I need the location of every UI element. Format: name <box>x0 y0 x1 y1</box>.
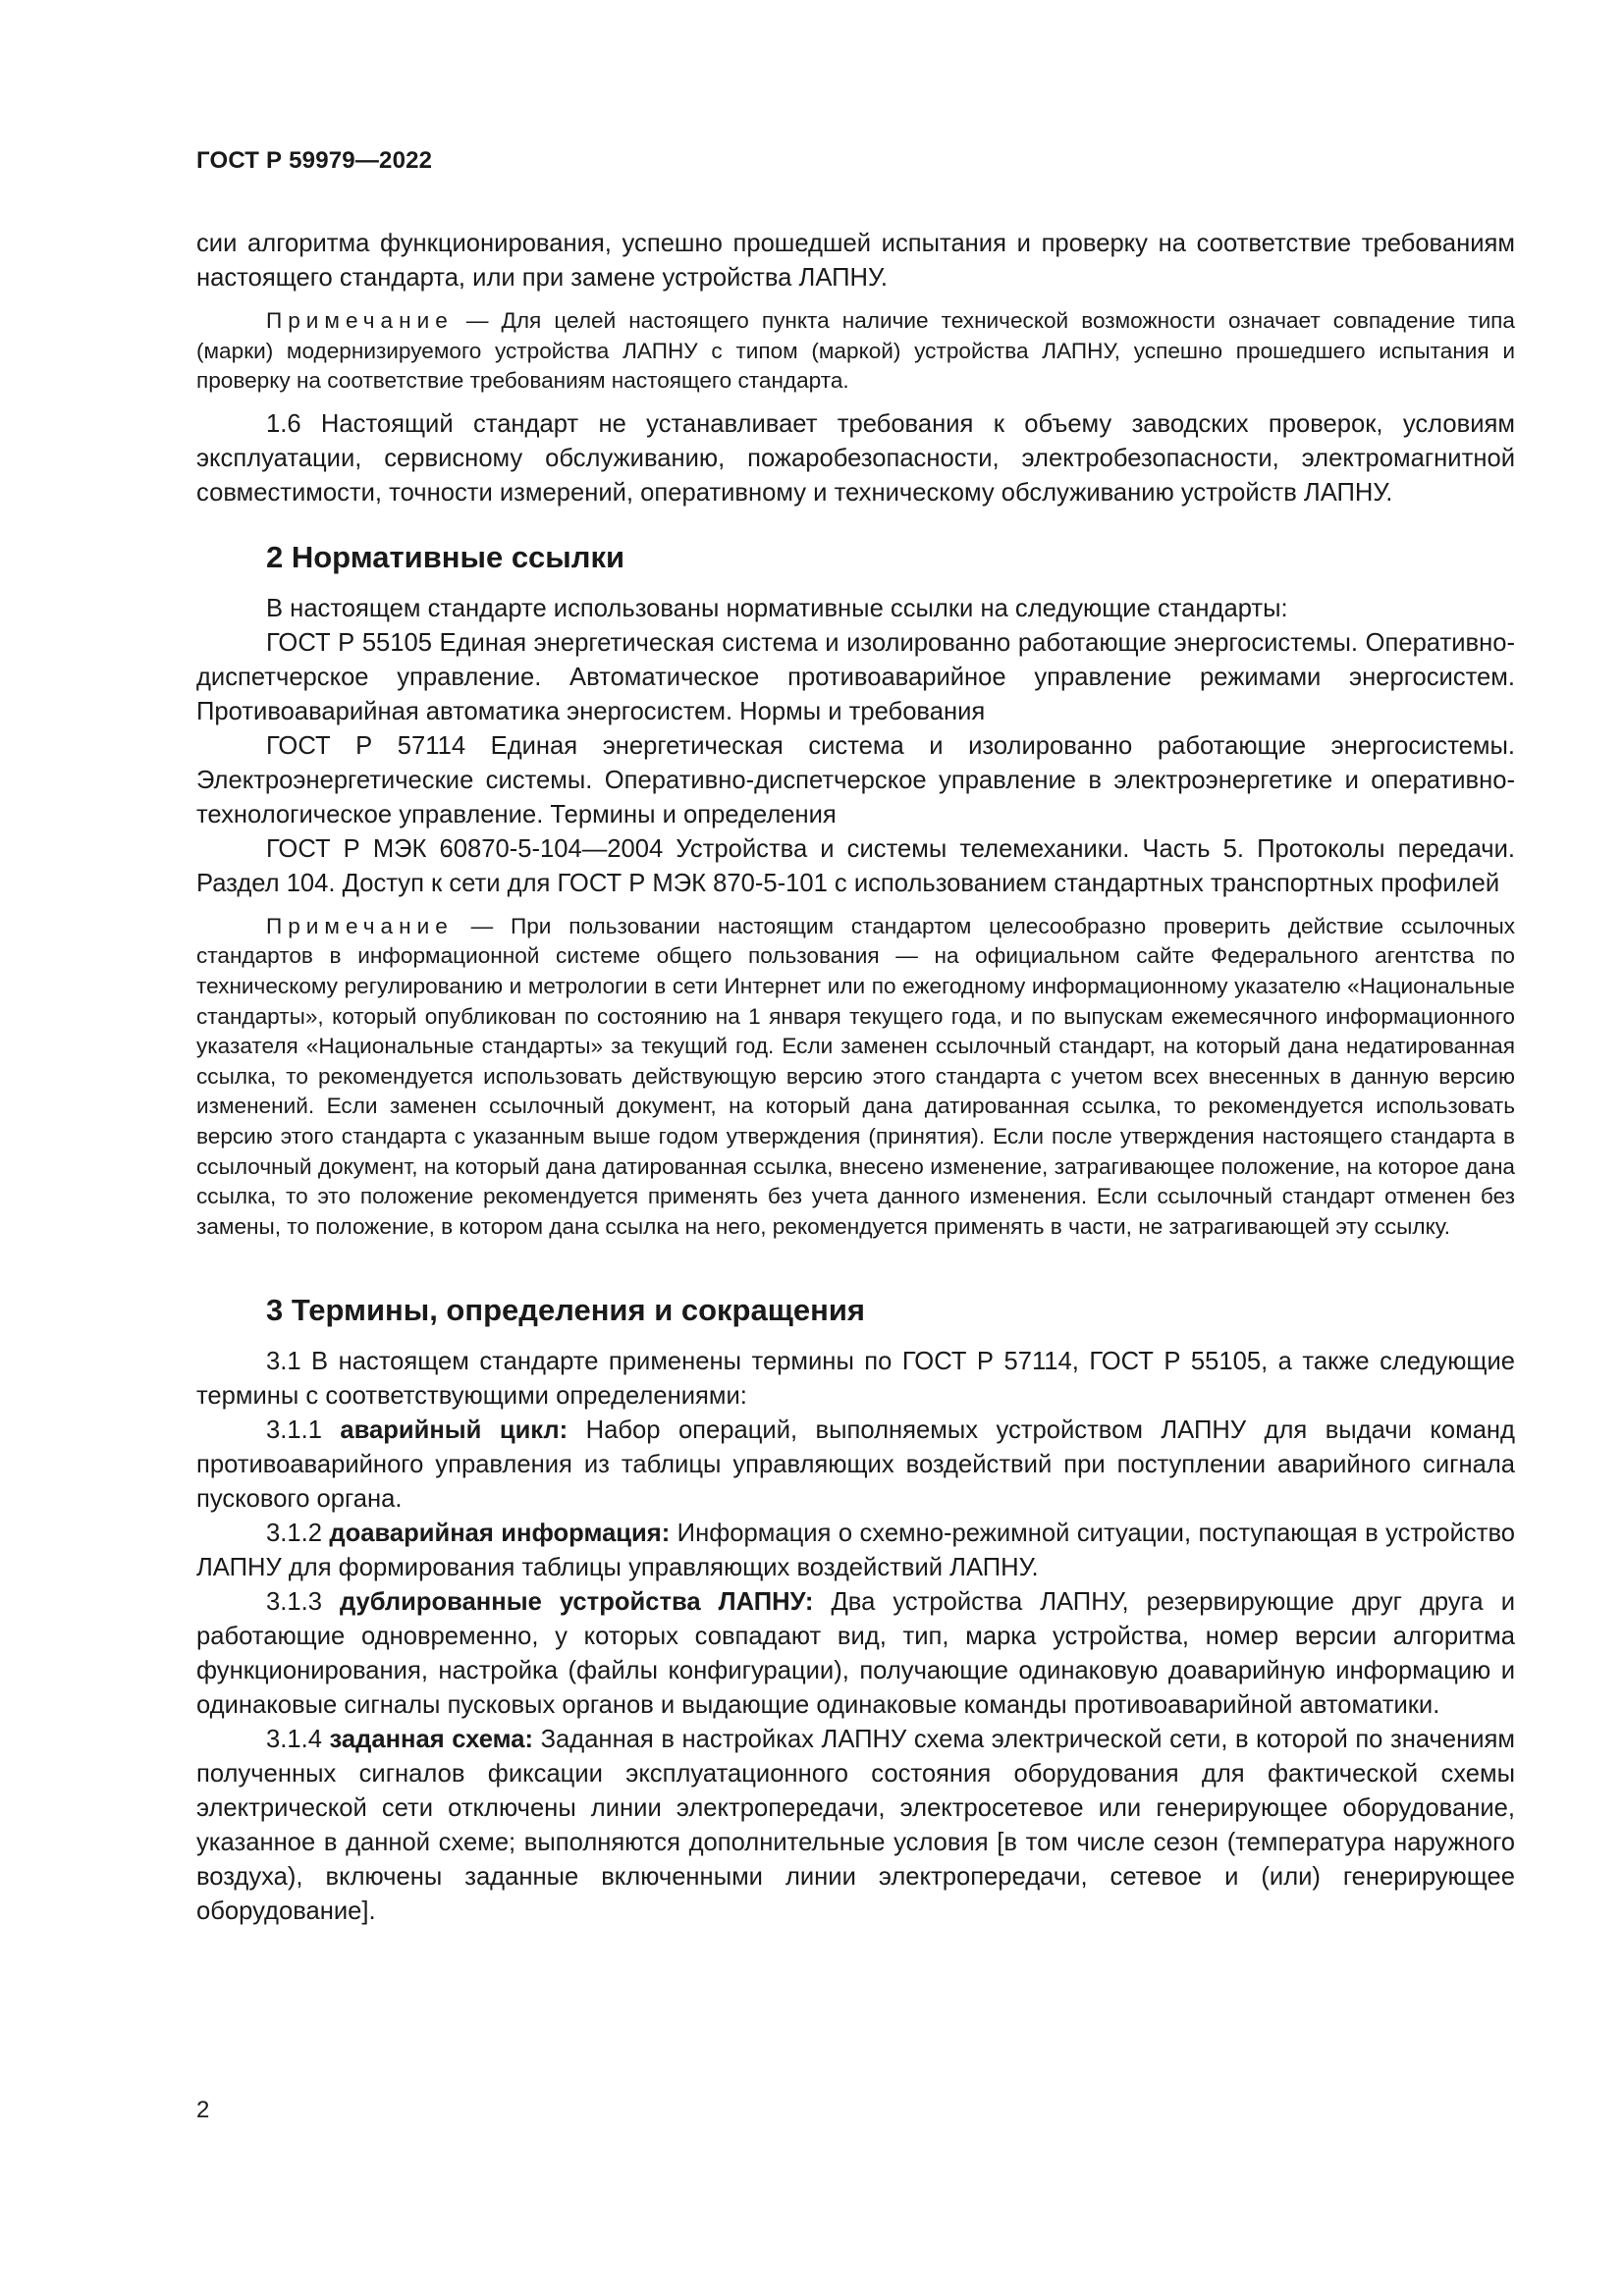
paragraph-3-1: 3.1 В настоящем стандарте применены термины по ГОСТ Р 57114, ГОСТ Р 55105, а также следующие термины с соответствующими определениями: <box>196 1348 1515 1411</box>
term-text: Информация о схемно-режимной ситуации, поступающая в устройство ЛАПНУ для формирования таблицы управляющих воздействий ЛАПНУ. <box>196 1520 1515 1582</box>
note-label: Примечание <box>266 913 454 938</box>
term-number: 3.1.4 <box>266 1726 330 1754</box>
term-definition <box>196 1585 1515 1723</box>
note-label: Примечание <box>266 308 454 333</box>
term-text: Заданная в настройках ЛАПНУ схема электрической сети, в которой по значениям полученных сигналов фиксации эксплуатационного состояния оборудования для фактической схемы электрической сети отключены линии электропередачи, электросетевое или генерирующее оборудование, указанное в данной схеме; выполняются дополнительные условия [в том числе сезон (температура наружного воздуха), включены заданные включенными линии электропередачи, сетевое и (или) генерирующее оборудование]. <box>196 1726 1515 1926</box>
document-page <box>196 147 1515 1929</box>
term-number: 3.1.1 <box>266 1416 341 1445</box>
term-text: Два устройства ЛАПНУ, резервирующие друг друга и работающие одновременно, у которых совпадают вид, тип, марка устройства, номер версии алгоритма функционирования, настройка (файлы конфигурации), получающие одинаковую доаварийную информацию и одинаковые сигналы пусковых органов и выдающие одинаковые команды противоаварийной автоматики. <box>196 1588 1515 1720</box>
term-name: доаварийная информация: <box>329 1520 671 1548</box>
term-definition <box>196 1723 1515 1929</box>
normative-reference-item: ГОСТ Р 57114 Единая энергетическая система и изолированно работающие энергосистемы. Электроэнергетические системы. Оперативно-диспетчерское управление в электроэнергетике и оперативно-технологическое управление. Термины и определения <box>196 731 1515 828</box>
page-number: 2 <box>196 2097 210 2123</box>
term-number: 3.1.2 <box>266 1520 330 1548</box>
term-number: 3.1.3 <box>266 1588 340 1617</box>
term-text: Набор операций, выполняемых устройством ЛАПНУ для выдачи команд противоаварийного управления из таблицы управляющих воздействий при поступлении аварийного сигнала пускового органа. <box>196 1416 1515 1514</box>
term-name: заданная схема: <box>329 1726 533 1754</box>
document-code: ГОСТ Р 59979—2022 <box>196 147 433 174</box>
term-definition <box>196 1414 1515 1517</box>
section-2-heading: 2 Нормативные ссылки <box>266 539 625 574</box>
note-paragraph <box>196 912 1515 1243</box>
term-name: дублированные устройства ЛАПНУ: <box>339 1588 814 1617</box>
note-paragraph <box>196 306 1515 397</box>
continuation-paragraph: сии алгоритма функционирования, успешно прошедшей испытания и проверку на соответствие требованиям настоящего стандарта, или при замене устройства ЛАПНУ. <box>196 230 1515 292</box>
note-text: — Для целей настоящего пункта наличие технической возможности означает совпадение типа (марки) модернизируемого устройства ЛАПНУ с типом (маркой) устройства ЛАПНУ, успешно прошедшего испытания и проверку на соответствие требованиям настоящего стандарта. <box>196 308 1515 394</box>
section-2-intro: В настоящем стандарте использованы нормативные ссылки на следующие стандарты: <box>266 594 1288 622</box>
term-definition <box>196 1517 1515 1585</box>
note-text: — При пользовании настоящим стандартом целесообразно проверить действие ссылочных стандартов в информационной системе общего пользования — на официальном сайте Федерального агентства по техническому регулированию и метрологии в сети Интернет или по ежегодному информационному указателю «Национальные стандарты», который опубликован по состоянию на 1 января текущего года, и по выпускам ежемесячного информационного указателя «Национальные стандарты» за текущий год. Если заменен ссылочный стандарт, на который дана недатированная ссылка, то рекомендуется использовать действующую версию этого стандарта с учетом всех внесенных в данную версию изменений. Если заменен ссылочный документ, на который дана датированная ссылка, то рекомендуется использовать версию этого стандарта с указанным выше годом утверждения (принятия). Если после утверждения настоящего стандарта в ссылочный документ, на который дана датированная ссылка, внесено изменение, затрагивающее положение, на которое дана ссылка, то это положение рекомендуется применять без учета данного изменения. Если ссылочный стандарт отменен без замены, то положение, в котором дана ссылка на него, рекомендуется применять в части, не затрагивающей эту ссылку. <box>196 913 1515 1239</box>
normative-reference-item: ГОСТ Р МЭК 60870-5-104—2004 Устройства и системы телемеханики. Часть 5. Протоколы передачи. Раздел 104. Доступ к сети для ГОСТ Р МЭК 870-5-101 с использованием стандартных транспортных профилей <box>196 834 1515 897</box>
paragraph-1-6: 1.6 Настоящий стандарт не устанавливает требования к объему заводских проверок, условиям эксплуатации, сервисному обслуживанию, пожаробезопасности, электробезопасности, электромагнитной совместимости, точности измерений, оперативному и техническому обслуживанию устройств ЛАПНУ. <box>196 409 1515 507</box>
section-3-heading: 3 Термины, определения и сокращения <box>266 1293 865 1328</box>
term-name: аварийный цикл: <box>340 1416 568 1445</box>
normative-reference-item: ГОСТ Р 55105 Единая энергетическая система и изолированно работающие энергосистемы. Оперативно-диспетчерское управление. Автоматическое противоаварийное управление режимами энергосистем. Противоаварийная автоматика энергосистем. Нормы и требования <box>196 628 1515 725</box>
